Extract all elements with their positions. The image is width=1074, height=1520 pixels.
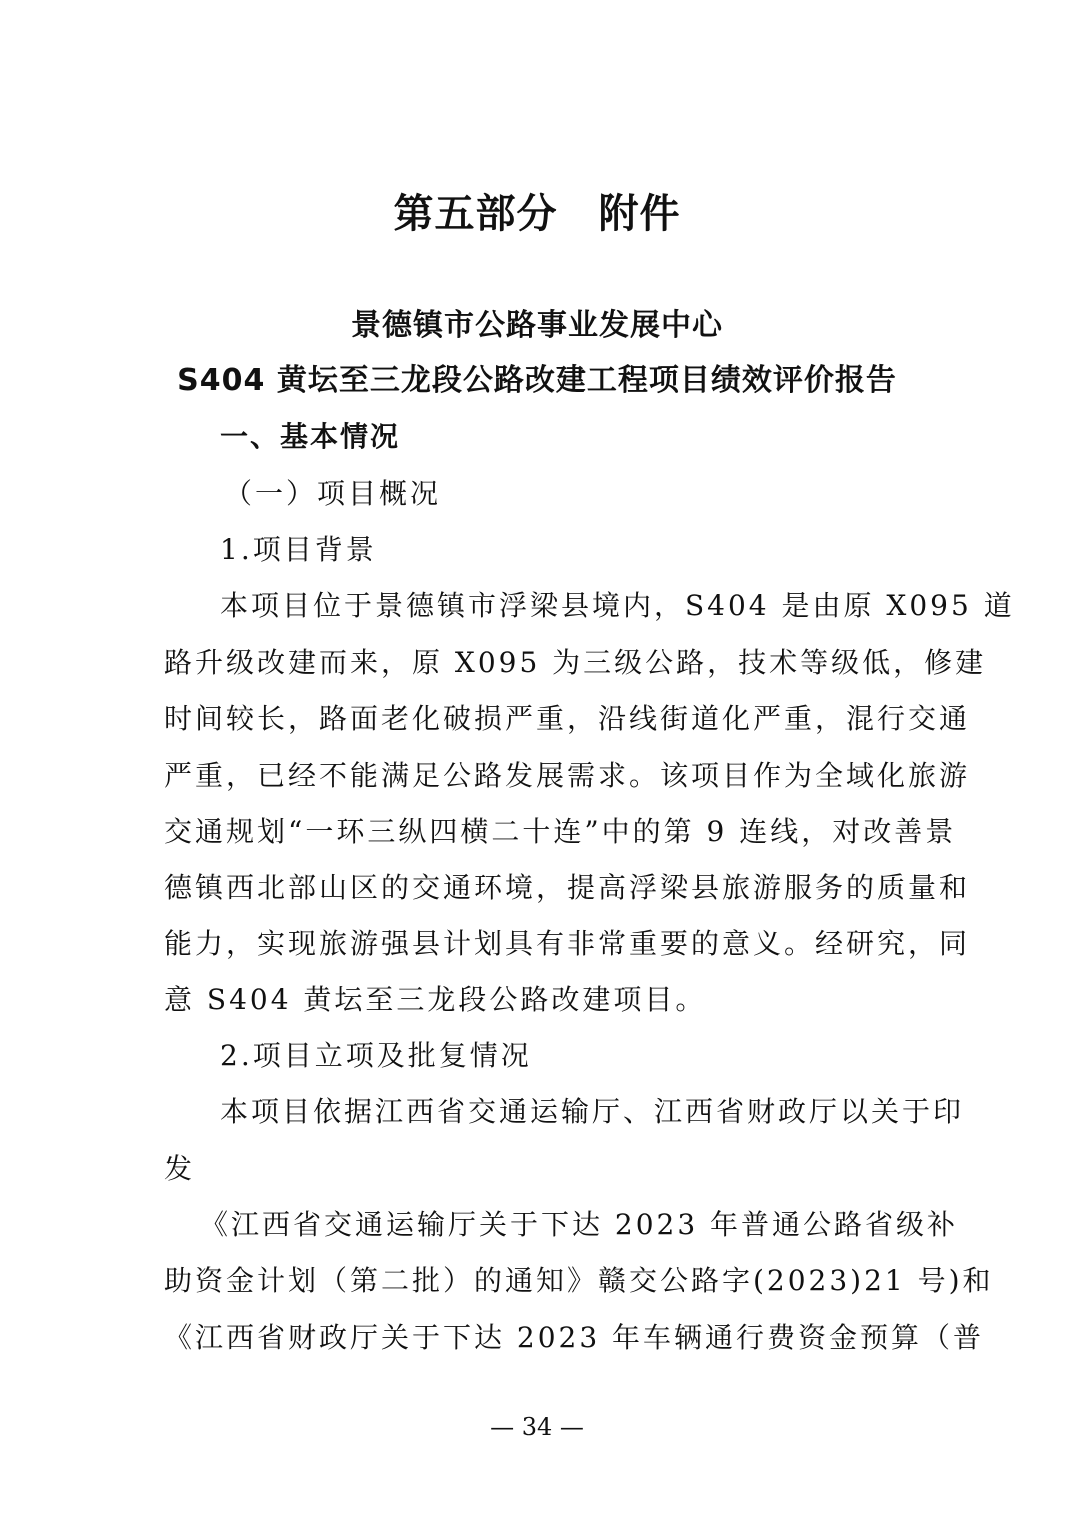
- paragraph-line: 《江西省交通运输厅关于下达 2023 年普通公路省级补: [200, 1208, 959, 1241]
- paragraph-line: 德镇西北部山区的交通环境，提高浮梁县旅游服务的质量和: [164, 871, 971, 904]
- paragraph-line: 路升级改建而来，原 X095 为三级公路，技术等级低，修建: [164, 646, 987, 679]
- report-title-project: S404 黄坛至三龙段公路改建工程项目绩效评价报告: [177, 363, 897, 398]
- item-title-background: 1.项目背景: [220, 533, 377, 566]
- item-title-approval: 2.项目立项及批复情况: [220, 1039, 532, 1072]
- paragraph-line: 能力，实现旅游强县计划具有非常重要的意义。经研究，同: [164, 927, 971, 960]
- paragraph-line: 时间较长，路面老化破损严重，沿线街道化严重，混行交通: [164, 702, 971, 735]
- section-heading-basic-info: 一、基本情况: [220, 420, 401, 453]
- paragraph-line: 本项目依据江西省交通运输厅、江西省财政厅以关于印: [220, 1095, 965, 1128]
- subsection-heading-overview: （一）项目概况: [224, 477, 442, 510]
- paragraph-line: 意 S404 黄坛至三龙段公路改建项目。: [164, 983, 707, 1016]
- paragraph-line: 发: [164, 1152, 196, 1185]
- paragraph-line: 交通规划“一环三纵四横二十连”中的第 9 连线，对改善景: [164, 815, 957, 848]
- part-title: 第五部分 附件: [393, 191, 681, 237]
- paragraph-line: 《江西省财政厅关于下达 2023 年车辆通行费资金预算（普: [164, 1321, 985, 1354]
- page-number: — 34 —: [490, 1413, 584, 1441]
- paragraph-line: 严重，已经不能满足公路发展需求。该项目作为全域化旅游: [164, 759, 971, 792]
- paragraph-line: 助资金计划（第二批）的通知》赣交公路字(2023)21 号)和: [164, 1264, 994, 1297]
- paragraph-line: 本项目位于景德镇市浮梁县境内，S404 是由原 X095 道: [220, 589, 1015, 622]
- report-title-organization: 景德镇市公路事业发展中心: [351, 308, 723, 343]
